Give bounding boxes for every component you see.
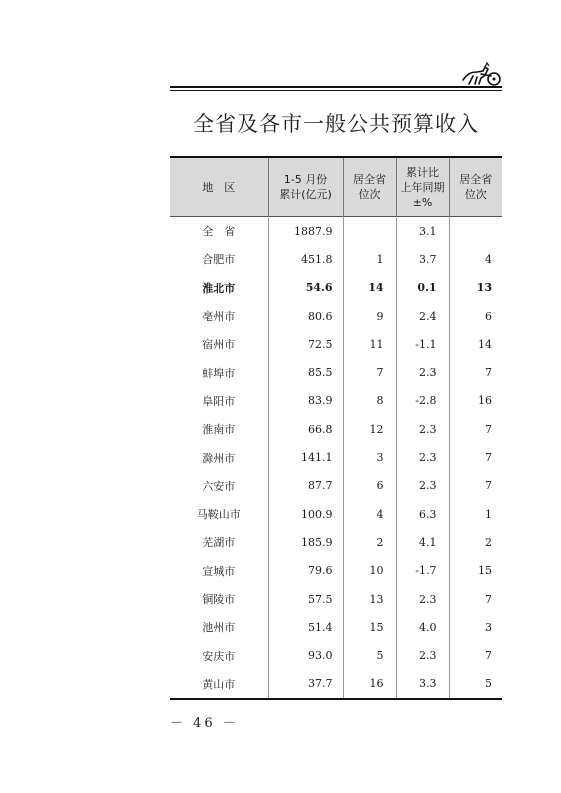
growth-rank-cell: 3	[449, 613, 502, 641]
growth-cell: -2.8	[396, 387, 449, 415]
header-rank-line1: 居全省	[353, 173, 386, 186]
rank-cell: 15	[343, 613, 396, 641]
table-row	[170, 274, 502, 302]
header-cumulative-line1: 1-5 月份	[283, 173, 328, 186]
region-cell: 宿州市	[170, 330, 268, 358]
growth-cell: 4.0	[396, 613, 449, 641]
growth-cell: 4.1	[396, 528, 449, 556]
region-cell: 池州市	[170, 613, 268, 641]
growth-cell: 3.3	[396, 670, 449, 699]
region-cell: 全 省	[170, 217, 268, 246]
page-number: － 46 －	[170, 716, 239, 731]
table-row	[170, 500, 502, 528]
rank-cell: 1	[343, 245, 396, 273]
growth-rank-cell: 7	[449, 641, 502, 669]
rank-cell	[343, 217, 396, 246]
region-cell: 阜阳市	[170, 387, 268, 415]
value-cell: 87.7	[268, 472, 343, 500]
region-cell: 淮北市	[170, 274, 268, 302]
growth-rank-cell: 5	[449, 670, 502, 699]
table-row	[170, 245, 502, 273]
growth-cell: 2.4	[396, 302, 449, 330]
region-cell: 黄山市	[170, 670, 268, 699]
region-cell: 滁州市	[170, 443, 268, 471]
growth-cell: -1.7	[396, 557, 449, 585]
growth-cell: 2.3	[396, 358, 449, 386]
header-growth-line1: 累计比	[406, 165, 439, 179]
region-cell: 马鞍山市	[170, 500, 268, 528]
rank-cell: 3	[343, 443, 396, 471]
value-cell: 66.8	[268, 415, 343, 443]
table-row	[170, 641, 502, 669]
header-cumulative	[268, 157, 343, 217]
value-cell: 37.7	[268, 670, 343, 699]
growth-rank-cell: 7	[449, 415, 502, 443]
value-cell: 100.9	[268, 500, 343, 528]
table-row	[170, 472, 502, 500]
table-row	[170, 557, 502, 585]
growth-cell: 2.3	[396, 443, 449, 471]
growth-rank-cell	[449, 217, 502, 246]
table-row	[170, 358, 502, 386]
rank-cell: 12	[343, 415, 396, 443]
table-row	[170, 330, 502, 358]
table-row	[170, 585, 502, 613]
growth-rank-cell: 2	[449, 528, 502, 556]
region-cell: 芜湖市	[170, 528, 268, 556]
header-cumulative-line2: 累计(亿元)	[279, 188, 332, 201]
header-rank-line2: 位次	[358, 188, 381, 201]
growth-rank-cell: 7	[449, 358, 502, 386]
value-cell: 451.8	[268, 245, 343, 273]
horse-chariot-icon	[461, 62, 503, 86]
growth-cell: 3.7	[396, 245, 449, 273]
value-cell: 185.9	[268, 528, 343, 556]
growth-cell: 2.3	[396, 415, 449, 443]
rank-cell: 13	[343, 585, 396, 613]
page-title: 全省及各市一般公共预算收入	[193, 112, 479, 136]
header-growth	[396, 157, 449, 217]
region-cell: 合肥市	[170, 245, 268, 273]
rank-cell: 2	[343, 528, 396, 556]
header-growth-rank-line2: 位次	[464, 188, 487, 201]
rank-cell: 4	[343, 500, 396, 528]
growth-cell: 2.3	[396, 641, 449, 669]
rank-cell: 11	[343, 330, 396, 358]
rank-cell: 10	[343, 557, 396, 585]
growth-rank-cell: 7	[449, 472, 502, 500]
rank-cell: 7	[343, 358, 396, 386]
table-row	[170, 528, 502, 556]
value-cell: 141.1	[268, 443, 343, 471]
table-row	[170, 415, 502, 443]
value-cell: 93.0	[268, 641, 343, 669]
growth-rank-cell: 4	[449, 245, 502, 273]
table-row	[170, 670, 502, 699]
growth-cell: 2.3	[396, 585, 449, 613]
table-row	[170, 217, 502, 246]
region-cell: 六安市	[170, 472, 268, 500]
header-growth-rank	[449, 157, 502, 217]
header-growth-line2: 上年同期	[400, 180, 445, 194]
header-rule	[170, 86, 502, 88]
region-cell: 亳州市	[170, 302, 268, 330]
value-cell: 54.6	[268, 274, 343, 302]
header-growth-rank-line1: 居全省	[459, 173, 493, 186]
revenue-table	[170, 156, 502, 700]
region-cell: 宣城市	[170, 557, 268, 585]
header-rank	[343, 157, 396, 217]
growth-rank-cell: 6	[449, 302, 502, 330]
region-cell: 铜陵市	[170, 585, 268, 613]
growth-cell: 2.3	[396, 472, 449, 500]
table-row	[170, 302, 502, 330]
region-cell: 蚌埠市	[170, 358, 268, 386]
value-cell: 51.4	[268, 613, 343, 641]
header-growth-line3: ±%	[412, 195, 433, 209]
value-cell: 1887.9	[268, 217, 343, 246]
value-cell: 80.6	[268, 302, 343, 330]
region-cell: 淮南市	[170, 415, 268, 443]
value-cell: 72.5	[268, 330, 343, 358]
table-row	[170, 443, 502, 471]
region-cell: 安庆市	[170, 641, 268, 669]
rank-cell: 6	[343, 472, 396, 500]
growth-cell: 3.1	[396, 217, 449, 246]
growth-rank-cell: 1	[449, 500, 502, 528]
rank-cell: 5	[343, 641, 396, 669]
table-row	[170, 387, 502, 415]
growth-rank-cell: 13	[449, 274, 502, 302]
rank-cell: 14	[343, 274, 396, 302]
rank-cell: 16	[343, 670, 396, 699]
growth-rank-cell: 7	[449, 443, 502, 471]
rank-cell: 9	[343, 302, 396, 330]
table-header-row	[170, 157, 502, 217]
value-cell: 57.5	[268, 585, 343, 613]
header-region: 地 区	[170, 157, 268, 217]
growth-cell: 6.3	[396, 500, 449, 528]
growth-rank-cell: 15	[449, 557, 502, 585]
value-cell: 83.9	[268, 387, 343, 415]
growth-rank-cell: 16	[449, 387, 502, 415]
growth-rank-cell: 7	[449, 585, 502, 613]
header-rule-thin	[170, 90, 502, 91]
value-cell: 85.5	[268, 358, 343, 386]
growth-rank-cell: 14	[449, 330, 502, 358]
table-row	[170, 613, 502, 641]
value-cell: 79.6	[268, 557, 343, 585]
growth-cell: -1.1	[396, 330, 449, 358]
rank-cell: 8	[343, 387, 396, 415]
growth-cell: 0.1	[396, 274, 449, 302]
